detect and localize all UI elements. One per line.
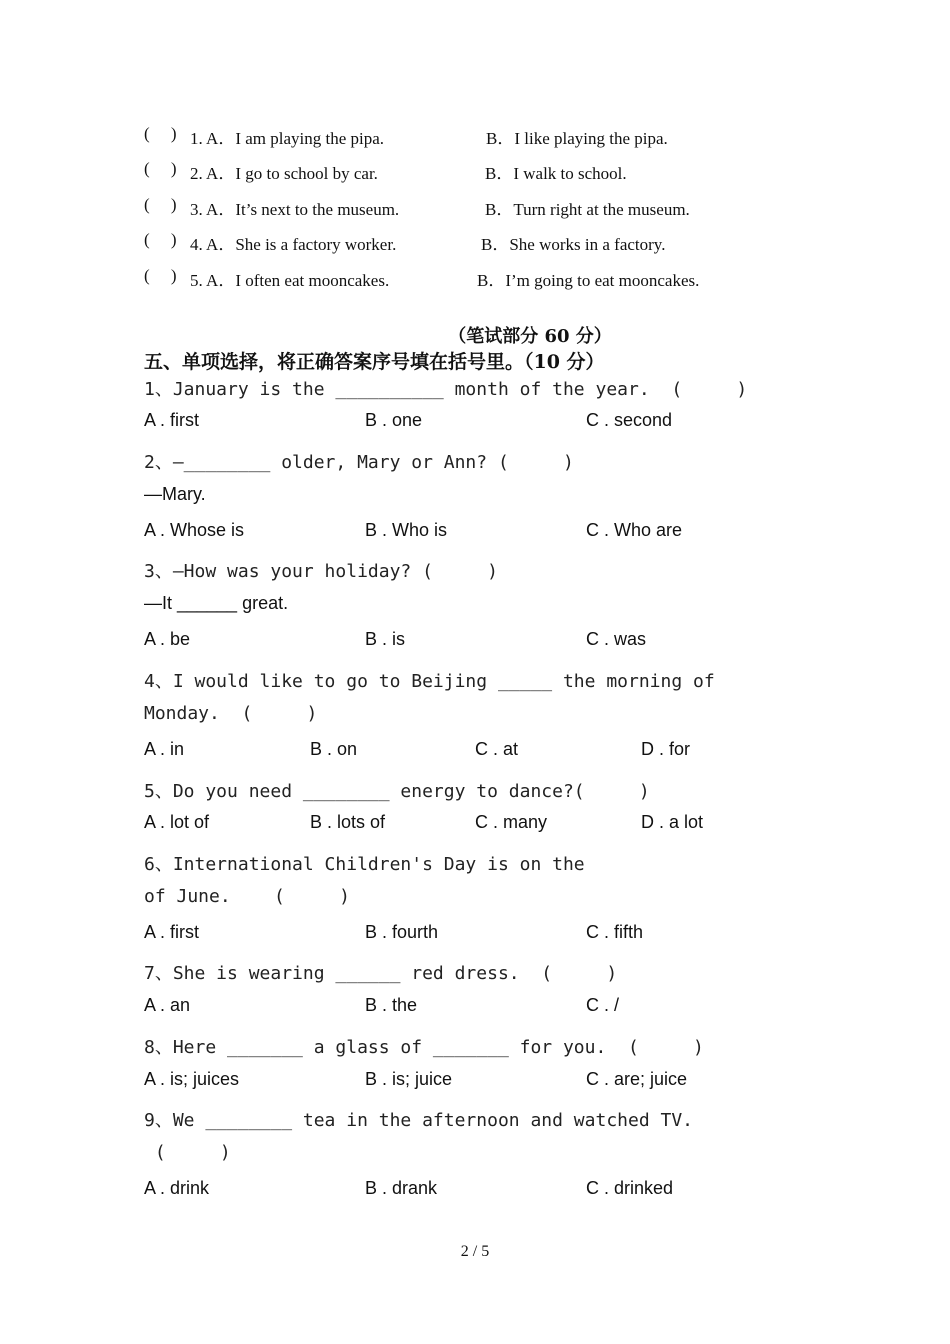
question-5: 5、Do you need ________ energy to dance?( ) [144,781,650,802]
answer-bracket: ( ) [144,266,177,285]
option-a: A . lot of [144,812,210,832]
option-c: C . are; juice [586,1069,688,1089]
option-b: B．I walk to school. [485,164,627,183]
option-b: B . Who is [365,520,448,540]
answer-bracket: ( ) [144,159,177,178]
option-b: B．She works in a factory. [481,235,666,254]
page-number: 2 / 5 [460,1243,490,1260]
option-b: B . on [310,739,358,759]
option-c: C . / [586,995,620,1015]
option-d: D . a lot [641,812,704,832]
option-a: A . be [144,629,191,649]
option-a: 5. A．I often eat mooncakes. [190,271,390,290]
question-2-answer: —Mary. [144,484,206,504]
option-a: 4. A．She is a factory worker. [190,235,397,254]
question-4: 4、I would like to go to Beijing _____ the morning of [144,671,715,692]
option-a: 3. A．It’s next to the museum. [190,200,400,219]
option-c: C . at [475,739,519,759]
option-c: C . was [586,629,647,649]
question-7: 7、She is wearing ______ red dress. ( ) [144,963,618,984]
option-a: A . first [144,410,200,430]
answer-bracket: ( ) [144,195,177,214]
question-6: 6、International Children's Day is on the [144,854,585,875]
option-a: A . first [144,922,200,942]
option-a: A . drink [144,1178,210,1198]
question-3-answer: —It ______ great. [144,593,289,613]
written-part-heading: （笔试部分 60 分） [448,326,612,347]
option-c: C . many [475,812,548,832]
option-b: B . drank [365,1178,438,1198]
option-a: 2. A．I go to school by car. [190,164,378,183]
question-9-cont: ( ) [144,1142,231,1163]
answer-bracket: ( ) [144,230,177,249]
option-d: D . for [641,739,691,759]
question-3: 3、—How was your holiday? ( ) [144,561,498,582]
option-b: B . the [365,995,418,1015]
question-1: 1、January is the __________ month of the year. ( ) [144,379,748,400]
option-a: A . an [144,995,191,1015]
option-b: B . fourth [365,922,439,942]
option-a: A . in [144,739,185,759]
option-b: B . is; juice [365,1069,453,1089]
answer-bracket: ( ) [144,124,177,143]
question-4-cont: Monday. ( ) [144,703,318,724]
option-b: B．Turn right at the museum. [485,200,690,219]
question-9: 9、We ________ tea in the afternoon and watched TV. [144,1110,694,1131]
question-8: 8、Here _______ a glass of _______ for you. ( ) [144,1037,704,1058]
option-c: C . Who are [586,520,683,540]
option-b: B . one [365,410,423,430]
option-a: A . is; juices [144,1069,240,1089]
option-c: C . second [586,410,673,430]
option-a: 1. A．I am playing the pipa. [190,129,385,148]
option-a: A . Whose is [144,520,245,540]
option-b: B . is [365,629,406,649]
question-2: 2、—________ older, Mary or Ann? ( ) [144,452,574,473]
option-b: B．I like playing the pipa. [486,129,668,148]
option-b: B . lots of [310,812,386,832]
question-6-cont: of June. ( ) [144,886,350,907]
option-c: C . drinked [586,1178,674,1198]
option-b: B．I’m going to eat mooncakes. [477,271,700,290]
option-c: C . fifth [586,922,644,942]
section-title: 五、单项选择，将正确答案序号填在括号里。（10 分） [144,351,605,373]
